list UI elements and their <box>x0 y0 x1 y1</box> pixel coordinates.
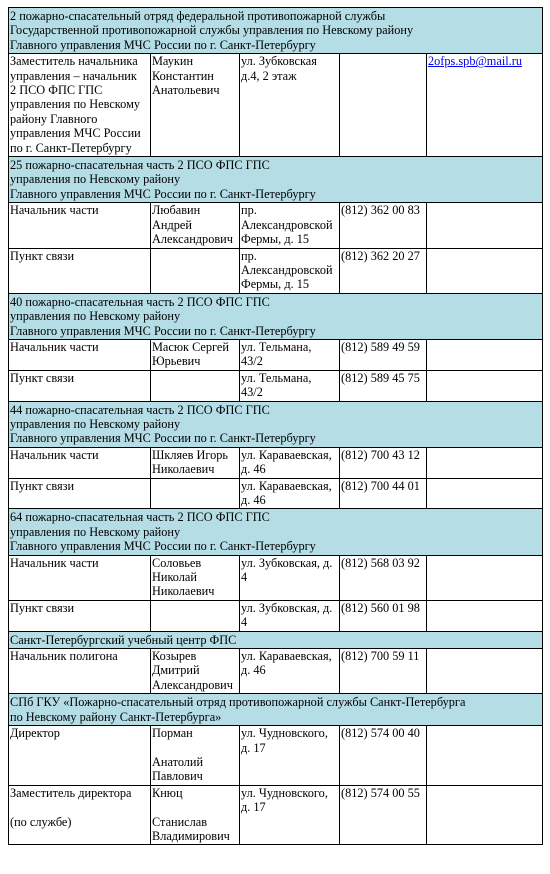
name-cell-line: Дмитрий <box>152 663 200 678</box>
address-cell-line: 43/2 <box>241 385 263 400</box>
section-title-line: 64 пожарно-спасательная часть 2 ПСО ФПС ГПС <box>10 510 270 525</box>
section-header-row <box>9 631 543 648</box>
position-cell-line: 2 ПСО ФПС ГПС <box>10 83 103 98</box>
email-cell <box>427 248 543 293</box>
position-cell-line: Пункт связи <box>10 248 75 263</box>
phone-number: (812) 700 44 01 <box>341 478 420 493</box>
name-cell-line: Константин <box>152 68 214 83</box>
position-cell <box>9 478 151 509</box>
section-header-row <box>9 8 543 54</box>
name-cell <box>151 203 240 248</box>
email-cell <box>427 785 543 845</box>
email-cell <box>427 447 543 478</box>
address-cell-line: 43/2 <box>241 354 263 369</box>
position-cell-line: району Главного <box>10 111 98 126</box>
name-cell-line: Порман <box>152 726 193 741</box>
phone-number: (812) 589 45 75 <box>341 370 420 385</box>
name-cell-line <box>152 800 238 814</box>
email-cell <box>427 478 543 509</box>
position-cell-line: управления по Невскому <box>10 97 140 112</box>
name-cell-line: Любавин <box>152 203 201 218</box>
section-title-line: Главного управления МЧС России по г. Санкт-Петербургу <box>10 323 316 338</box>
name-cell-line: Маукин <box>152 54 194 69</box>
address-cell-line: ул. Зубковская, д. <box>241 555 333 570</box>
name-cell-line: Николаевич <box>152 584 215 599</box>
address-cell-line: д. 46 <box>241 462 266 477</box>
name-cell <box>151 600 240 631</box>
position-cell <box>9 555 151 600</box>
address-cell-line: пр. <box>241 248 257 263</box>
position-cell <box>9 600 151 631</box>
address-cell <box>240 54 340 157</box>
phone-cell <box>340 54 427 157</box>
name-cell-line: Павлович <box>152 769 203 784</box>
address-cell-line: д. 46 <box>241 493 266 507</box>
table-row <box>9 785 543 845</box>
section-title <box>9 8 543 54</box>
section-header-row <box>9 694 543 726</box>
address-cell-line: ул. Зубковская, д. <box>241 600 333 615</box>
section-title-line: Главного управления МЧС России по г. Санкт-Петербургу <box>10 431 316 446</box>
name-cell-line: Козырев <box>152 649 197 664</box>
table-row <box>9 478 543 509</box>
email-cell <box>427 555 543 600</box>
email-cell <box>427 649 543 694</box>
table-row <box>9 370 543 401</box>
table-row <box>9 339 543 370</box>
section-title-line: Главного управления МЧС России по г. Санкт-Петербургу <box>10 37 316 52</box>
phone-cell <box>340 447 427 478</box>
address-cell-line: ул. Тельмана, <box>241 370 312 385</box>
position-cell <box>9 785 151 845</box>
table-row <box>9 54 543 157</box>
phone-number: (812) 574 00 40 <box>341 726 420 741</box>
section-title-line: управления по Невскому району <box>10 172 181 187</box>
address-cell <box>240 726 340 786</box>
section-title <box>9 509 543 555</box>
section-header-row <box>9 509 543 555</box>
name-cell-line: Юрьевич <box>152 354 201 369</box>
email-cell <box>427 370 543 401</box>
name-cell <box>151 785 240 845</box>
position-cell-line: Пункт связи <box>10 600 75 615</box>
section-title <box>9 157 543 203</box>
table-row <box>9 649 543 694</box>
section-title-line: Главного управления МЧС России по г. Санкт-Петербургу <box>10 539 316 554</box>
address-cell-line: Фермы, д. 15 <box>241 277 310 292</box>
phone-cell <box>340 248 427 293</box>
email-cell <box>427 339 543 370</box>
name-cell <box>151 478 240 509</box>
name-cell <box>151 649 240 694</box>
address-cell-line: Александровской <box>241 217 333 232</box>
name-cell-line: Масюк Сергей <box>152 339 229 354</box>
address-cell-line: д. 46 <box>241 663 266 678</box>
email-cell <box>427 54 543 157</box>
address-cell <box>240 555 340 600</box>
section-title <box>9 694 543 726</box>
section-title <box>9 293 543 339</box>
name-cell-line: Кнюц <box>152 785 183 800</box>
table-row <box>9 555 543 600</box>
email-cell <box>427 600 543 631</box>
section-header-row <box>9 401 543 447</box>
address-cell-line: д.4, 2 этаж <box>241 68 297 83</box>
section-title-line: 2 пожарно-спасательный отряд федеральной противопожарной службы <box>10 9 386 23</box>
address-cell-line: 4 <box>241 615 248 630</box>
phone-number: (812) 362 20 27 <box>341 248 420 263</box>
address-cell-line: Фермы, д. 15 <box>241 232 310 247</box>
address-cell-line: д. 17 <box>241 740 266 755</box>
position-cell-line: Заместитель директора <box>10 785 132 800</box>
position-cell-line: управления – начальник <box>10 68 137 83</box>
name-cell-line: Николаевич <box>152 462 215 477</box>
address-cell-line: д. 17 <box>241 800 266 815</box>
name-cell-line: Владимирович <box>152 828 230 843</box>
position-cell <box>9 370 151 401</box>
phone-cell <box>340 203 427 248</box>
address-cell <box>240 478 340 509</box>
position-cell-line: Пункт связи <box>10 478 75 493</box>
phone-cell <box>340 726 427 786</box>
phone-number: (812) 700 59 11 <box>341 649 420 664</box>
position-cell-line: Начальник части <box>10 447 99 462</box>
position-cell-line: (по службе) <box>10 814 72 829</box>
name-cell-line: Соловьев <box>152 555 202 570</box>
name-cell-line: Александрович <box>152 232 233 247</box>
address-cell-line: ул. Караваевская, <box>241 649 332 664</box>
address-cell-line: ул. Караваевская, <box>241 478 332 493</box>
table-row <box>9 447 543 478</box>
position-cell <box>9 339 151 370</box>
section-title-line: Государственной противопожарной службы управления по Невскому району <box>10 23 414 38</box>
table-row <box>9 726 543 786</box>
position-cell-line: Заместитель начальника <box>10 54 138 69</box>
position-cell <box>9 447 151 478</box>
table-row <box>9 248 543 293</box>
position-cell-line: Начальник части <box>10 555 99 570</box>
name-cell-line <box>152 741 238 755</box>
address-cell <box>240 649 340 694</box>
address-cell-line: ул. Тельмана, <box>241 339 312 354</box>
phone-cell <box>340 600 427 631</box>
position-cell-line: Начальник части <box>10 339 99 354</box>
address-cell <box>240 370 340 401</box>
address-cell <box>240 339 340 370</box>
section-title-line: Главного управления МЧС России по г. Санкт-Петербургу <box>10 186 316 201</box>
email-link[interactable]: 2ofps.spb@mail.ru <box>428 54 522 69</box>
section-title-line: по Невскому району Санкт-Петербурга» <box>10 709 222 724</box>
section-title <box>9 401 543 447</box>
address-cell <box>240 600 340 631</box>
address-cell-line: 4 <box>241 570 248 585</box>
phone-number: (812) 589 49 59 <box>341 339 420 354</box>
name-cell-line: Шкляев Игорь <box>152 447 229 462</box>
address-cell <box>240 447 340 478</box>
phone-number: (812) 574 00 55 <box>341 785 420 800</box>
section-title-line: управления по Невскому району <box>10 524 181 539</box>
phone-cell <box>340 370 427 401</box>
section-title-line: СПб ГКУ «Пожарно-спасательный отряд противопожарной службы Санкт-Петербурга <box>10 695 466 710</box>
address-cell <box>240 203 340 248</box>
name-cell <box>151 54 240 157</box>
section-title <box>9 631 543 648</box>
position-cell <box>9 726 151 786</box>
position-cell <box>9 248 151 293</box>
table-row <box>9 600 543 631</box>
position-cell-line <box>10 800 149 814</box>
table-row <box>9 203 543 248</box>
position-cell-line: Начальник полигона <box>10 649 118 664</box>
phone-number: (812) 362 00 83 <box>341 203 420 218</box>
phone-cell <box>340 339 427 370</box>
phone-cell <box>340 555 427 600</box>
name-cell-line: Николай <box>152 570 197 585</box>
address-cell-line: ул. Чудновского, <box>241 726 328 741</box>
name-cell-line: Анатольевич <box>152 83 220 98</box>
name-cell-line: Станислав <box>152 814 208 829</box>
phone-number: (812) 568 03 92 <box>341 555 420 570</box>
position-cell <box>9 649 151 694</box>
name-cell-line: Александрович <box>152 677 233 692</box>
phone-cell <box>340 649 427 694</box>
position-cell-line: Директор <box>10 726 60 741</box>
position-cell-line: Пункт связи <box>10 370 75 385</box>
phone-number: (812) 560 01 98 <box>341 600 420 615</box>
address-cell-line: ул. Чудновского, <box>241 785 328 800</box>
name-cell <box>151 370 240 401</box>
position-cell <box>9 54 151 157</box>
email-cell <box>427 203 543 248</box>
position-cell <box>9 203 151 248</box>
section-title-line: 25 пожарно-спасательная часть 2 ПСО ФПС ГПС <box>10 158 270 173</box>
position-cell-line: Начальник части <box>10 203 99 218</box>
section-title-line: управления по Невскому району <box>10 309 181 324</box>
address-cell-line: ул. Зубковская <box>241 54 317 69</box>
section-title-line: 44 пожарно-спасательная часть 2 ПСО ФПС ГПС <box>10 402 270 417</box>
name-cell-line: Андрей <box>152 217 192 232</box>
address-cell-line: Александровской <box>241 262 333 277</box>
position-cell-line: управления МЧС России <box>10 126 141 141</box>
section-title-line: управления по Невскому району <box>10 416 181 431</box>
phone-cell <box>340 785 427 845</box>
phone-cell <box>340 478 427 509</box>
section-header-row <box>9 293 543 339</box>
contacts-table <box>8 7 543 845</box>
address-cell <box>240 248 340 293</box>
name-cell-line: Анатолий <box>152 754 204 769</box>
section-title-line: Санкт-Петербургский учебный центр ФПС <box>10 632 237 647</box>
contacts-table-body <box>9 8 543 845</box>
address-cell-line: пр. <box>241 203 257 218</box>
address-cell <box>240 785 340 845</box>
address-cell-line: ул. Караваевская, <box>241 447 332 462</box>
section-header-row <box>9 157 543 203</box>
name-cell <box>151 726 240 786</box>
phone-number: (812) 700 43 12 <box>341 447 420 462</box>
name-cell <box>151 339 240 370</box>
email-cell <box>427 726 543 786</box>
position-cell-line: по г. Санкт-Петербургу <box>10 140 132 155</box>
name-cell <box>151 248 240 293</box>
section-title-line: 40 пожарно-спасательная часть 2 ПСО ФПС ГПС <box>10 294 270 309</box>
name-cell <box>151 555 240 600</box>
name-cell <box>151 447 240 478</box>
